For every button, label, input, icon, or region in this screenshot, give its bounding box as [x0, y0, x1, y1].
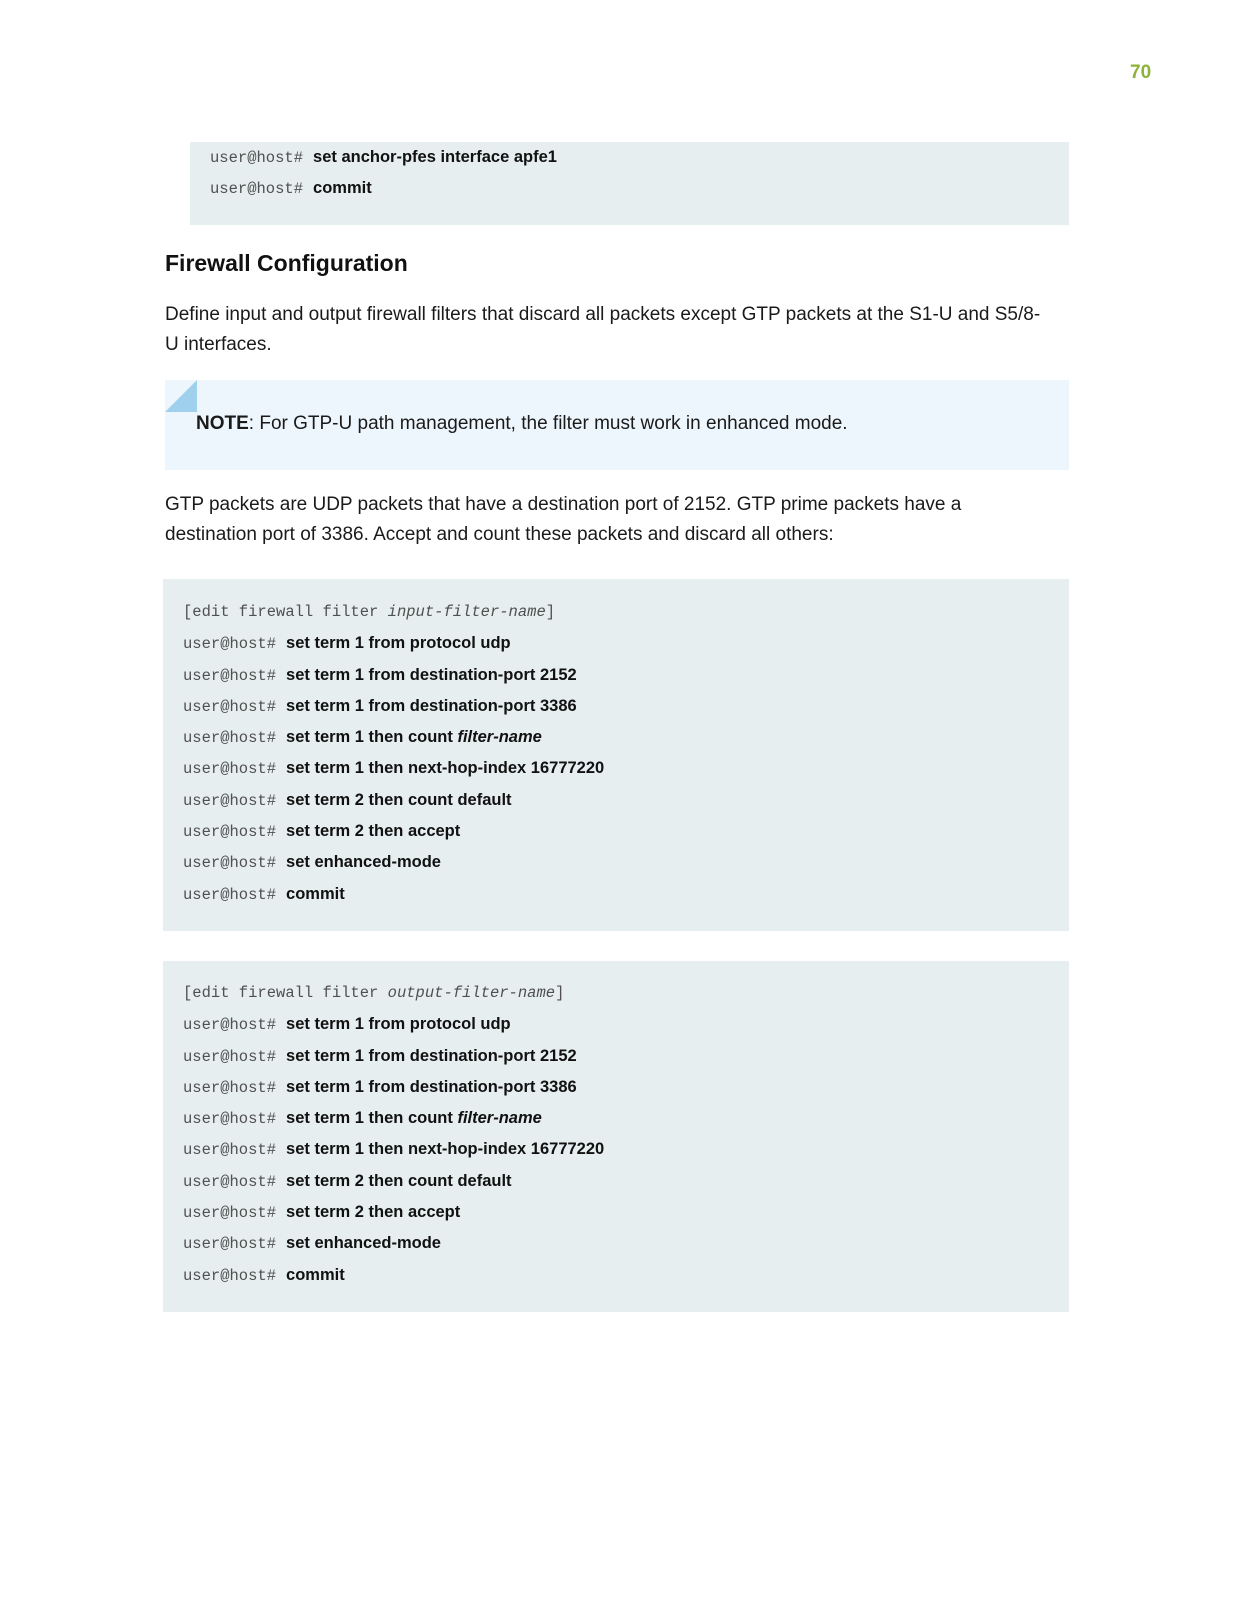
code-line: [183, 816, 1069, 847]
command: set term 1 then count filter-name: [286, 1109, 542, 1128]
prompt: user@host#: [183, 823, 277, 842]
prompt: user@host#: [183, 1266, 277, 1285]
prompt: user@host#: [183, 1078, 277, 1097]
command: set term 2 then accept: [286, 1203, 461, 1222]
code-line: [183, 628, 1069, 659]
command: set term 1 from destination-port 3386: [286, 1077, 577, 1096]
prompt: user@host#: [183, 729, 277, 748]
command: commit: [286, 884, 345, 903]
command: set term 2 then accept: [286, 822, 461, 841]
command: set enhanced-mode: [286, 1234, 441, 1253]
prompt: user@host#: [183, 885, 277, 904]
prompt: user@host#: [183, 1235, 277, 1254]
code-line: [183, 1072, 1069, 1103]
edit-filter-name: output-filter-name: [387, 984, 556, 1002]
note-body: : For GTP-U path management, the filter must work in enhanced mode.: [248, 413, 848, 434]
prompt: user@host#: [183, 1172, 277, 1191]
command: set term 1 from protocol udp: [286, 1015, 511, 1034]
prompt: user@host#: [183, 1204, 277, 1223]
prompt: user@host#: [183, 1110, 277, 1129]
edit-filter-name: input-filter-name: [387, 603, 546, 621]
code-line: [183, 1228, 1069, 1259]
prompt: user@host#: [210, 149, 304, 167]
page-number: 70: [1130, 62, 1152, 83]
code-line: [183, 785, 1069, 816]
code-line: [183, 660, 1069, 691]
command: set term 2 then count default: [286, 1171, 512, 1190]
code-line: [183, 1197, 1069, 1228]
prompt: user@host#: [210, 180, 304, 199]
note-corner-icon: [165, 380, 197, 412]
edit-hierarchy-line: [183, 978, 1069, 1009]
code-line: [183, 1103, 1069, 1134]
edit-prefix: [edit firewall filter: [183, 603, 388, 621]
code-line: [183, 722, 1069, 753]
code-block-anchor-pfes: [190, 142, 1069, 225]
filter-name-placeholder: filter-name: [457, 1109, 542, 1128]
note-label: NOTE: [196, 413, 249, 434]
command: set term 1 from destination-port 2152: [286, 1046, 577, 1065]
command: set term 1 then next-hop-index 16777220: [286, 759, 605, 778]
prompt: user@host#: [183, 1047, 277, 1066]
code-block-input-filter: [163, 579, 1069, 931]
code-line: [183, 753, 1069, 784]
code-line: [183, 1166, 1069, 1197]
code-line: [183, 691, 1069, 722]
command: set term 1 from destination-port 2152: [286, 665, 577, 684]
command: set term 2 then count default: [286, 790, 512, 809]
command: set term 1 from destination-port 3386: [286, 696, 577, 715]
note-text: [196, 410, 848, 438]
code-block-output-filter: [163, 961, 1069, 1312]
command: set term 1 then next-hop-index 16777220: [286, 1140, 605, 1159]
code-line: [183, 1041, 1069, 1072]
command: set enhanced-mode: [286, 853, 441, 872]
command: set term 1 from protocol udp: [286, 634, 511, 653]
filter-name-placeholder: filter-name: [457, 728, 542, 747]
prompt: user@host#: [183, 854, 277, 873]
edit-hierarchy-line: [183, 597, 1069, 628]
code-line: [183, 879, 1069, 910]
command: set term 1 then count filter-name: [286, 728, 542, 747]
note-box: [165, 380, 1069, 470]
edit-suffix: ]: [545, 603, 556, 621]
section-heading: Firewall Configuration: [165, 250, 408, 276]
code-line: [183, 1260, 1069, 1291]
prompt: user@host#: [183, 760, 277, 779]
prompt: user@host#: [183, 791, 277, 810]
command: commit: [286, 1265, 345, 1284]
code-line: [183, 847, 1069, 878]
code-line: [210, 173, 1069, 204]
command: set anchor-pfes interface apfe1: [313, 148, 557, 166]
code-line: [183, 1134, 1069, 1165]
prompt: user@host#: [183, 1141, 277, 1160]
prompt: user@host#: [183, 1016, 277, 1035]
code-line: [210, 142, 1069, 173]
command: commit: [313, 179, 372, 198]
edit-prefix: [edit firewall filter: [183, 984, 388, 1002]
prompt: user@host#: [183, 666, 277, 685]
edit-suffix: ]: [555, 984, 565, 1002]
gtp-paragraph: GTP packets are UDP packets that have a destination port of 2152. GTP prime packets have a destination port of 3386. Accept and count these packets and discard all others:: [165, 494, 962, 545]
code-line: [183, 1009, 1069, 1040]
prompt: user@host#: [183, 697, 277, 716]
intro-paragraph: Define input and output firewall filters that discard all packets except GTP packets at the S1-U and S5/8-U interfaces.: [165, 304, 1041, 355]
prompt: user@host#: [183, 635, 277, 654]
